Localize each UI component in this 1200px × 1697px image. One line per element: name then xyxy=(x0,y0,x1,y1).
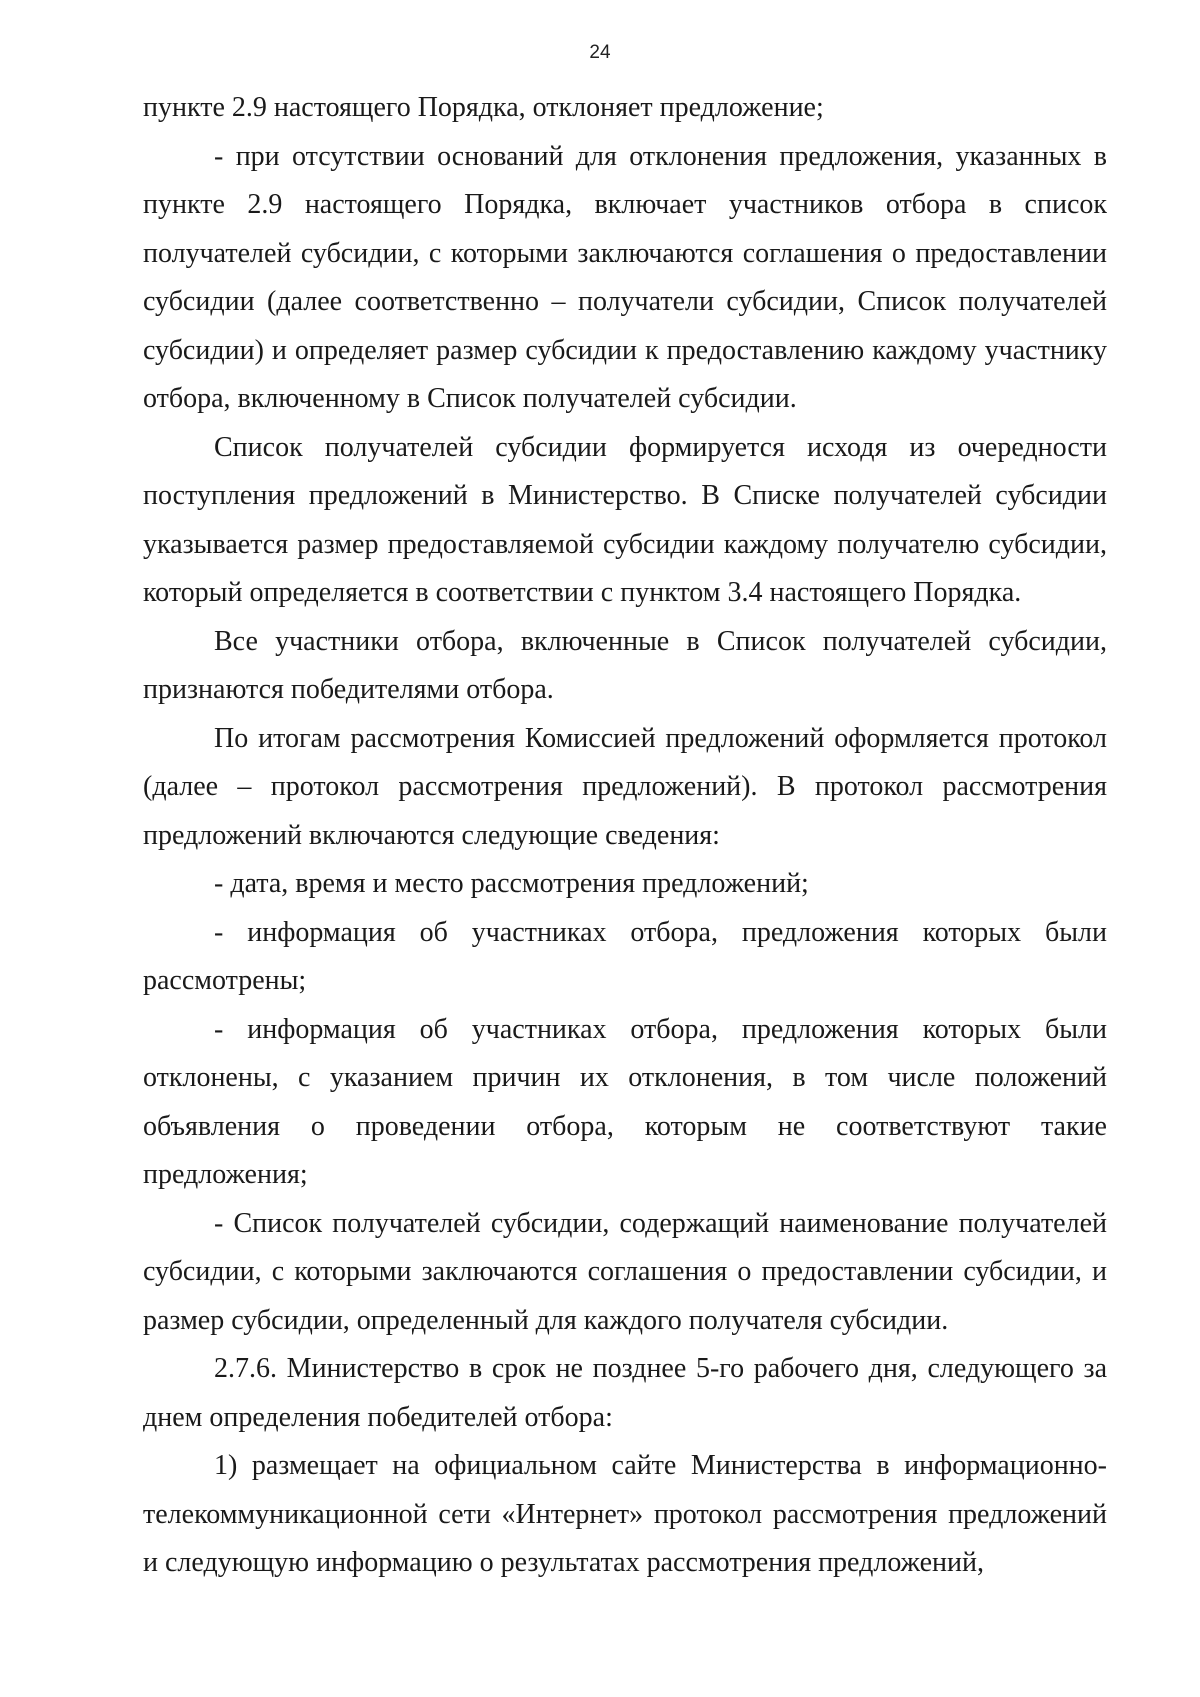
paragraph: Список получателей субсидии формируется исходя из очередности поступления предложений в Министерство. В Списке получателей субсидии указывается размер предоставляемой субсидии каждому получателю субсидии, который определяется в соответствии с пунктом 3.4 настоящего Порядка. xyxy=(143,431,1107,608)
paragraph: - Список получателей субсидии, содержащий наименование получателей субсидии, с которыми заключаются соглашения о предоставлении субсидии, и размер субсидии, определенный для каждого получателя субсидии. xyxy=(143,1207,1107,1336)
paragraph: - при отсутствии оснований для отклонения предложения, указанных в пункте 2.9 настоящего Порядка, включает участников отбора в список получателей субсидии, с которыми заключаются соглашения о предоставлении субсидии (далее соответственно – получатели субсидии, Список получателей субсидии) и определяет размер субсидии к предоставлению каждому участнику отбора, включенному в Список получателей субсидии. xyxy=(143,140,1107,414)
page-number: 24 xyxy=(589,42,611,63)
paragraph: пункте 2.9 настоящего Порядка, отклоняет предложение; xyxy=(143,92,824,123)
paragraph: По итогам рассмотрения Комиссией предложений оформляется протокол (далее – протокол рассмотрения предложений). В протокол рассмотрения предложений включаются следующие сведения: xyxy=(143,722,1107,851)
paragraph: 1) размещает на официальном сайте Министерства в информационно-телекоммуникационной сети «Интернет» протокол рассмотрения предложений и следующую информацию о результатах рассмотрения предложений, xyxy=(143,1450,1107,1578)
paragraph: 2.7.6. Министерство в срок не позднее 5-го рабочего дня, следующего за днем определения победителей отбора: xyxy=(143,1353,1107,1433)
document-body xyxy=(143,84,1107,1588)
paragraph: Все участники отбора, включенные в Список получателей субсидии, признаются победителями отбора. xyxy=(143,625,1107,705)
paragraph: - информация об участниках отбора, предложения которых были отклонены, с указанием причин их отклонения, в том числе положений объявления о проведении отбора, которым не соответствуют такие предложения; xyxy=(143,1013,1107,1190)
paragraph: - дата, время и место рассмотрения предложений; xyxy=(214,868,809,899)
paragraph: - информация об участниках отбора, предложения которых были рассмотрены; xyxy=(143,916,1107,996)
